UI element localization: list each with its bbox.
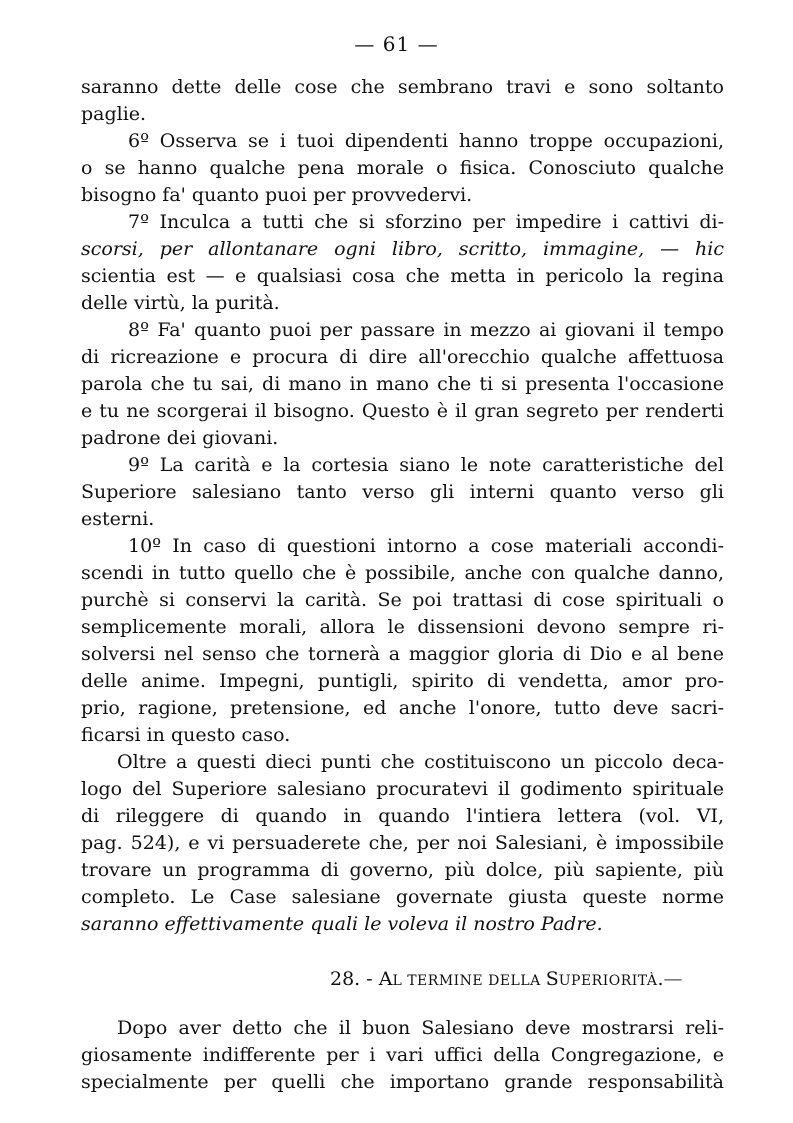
section-number: 28. - [330,968,373,990]
text-line: 7º Inculca a tutti che si sforzino per impedire i cattivi di- [128,211,724,233]
text-line: 10º In caso di questioni intorno a cose materiali accondi- [128,535,724,557]
text-line: giosamente indifferente per i vari uffici della Congregazione, e [81,1044,724,1066]
text-line: saranno dette delle cose che sembrano travi e sono soltanto [81,76,724,98]
text-line: saranno effettivamente quali le voleva il nostro Padre. [81,913,603,935]
text-line: solversi nel senso che tornerà a maggior gloria di Dio e al bene [81,643,724,665]
heading-dash: — [663,968,683,990]
text-line: o se hanno qualche pena morale o fisica. Conosciuto qualche [81,157,724,179]
text-line: padrone dei giovani. [81,427,279,449]
text-line: logo del Superiore salesiano procuratevi il godimento spirituale [81,778,724,800]
heading-initial: S [545,968,559,990]
text-line: trovare un programma di governo, più dolce, più sapiente, più [81,859,724,881]
text-line: delle virtù, la purità. [81,292,280,314]
text-line: scientia est — e qualsiasi cosa che metta in pericolo la regina [81,265,724,287]
text-line: Dopo aver detto che il buon Salesiano deve mostrarsi reli- [117,1017,724,1039]
text-line: Superiore salesiano tanto verso gli interni quanto verso gli [81,481,724,503]
text-line: 9º La carità e la cortesia siano le note caratteristiche del [128,454,724,476]
text-line: purchè si conservi la carità. Se poi trattasi di cose spirituali o [81,589,724,611]
text-line: prio, ragione, pretensione, ed anche l'onore, tutto deve sacri- [81,697,724,719]
text-line: Oltre a questi dieci punti che costituiscono un piccolo deca- [117,751,724,773]
text-line: pag. 524), e vi persuaderete che, per noi Salesiani, è impossibile [81,832,724,854]
text-line: esterni. [81,508,155,530]
text-line: completo. Le Case salesiane governate giusta queste norme [81,886,724,908]
text-line: bisogno fa' quanto puoi per provvedervi. [81,184,473,206]
text-line: paglie. [81,103,147,125]
text-line: 8º Fa' quanto puoi per passare in mezzo ai giovani il tempo [128,319,724,341]
text-line: scorsi, per allontanare ogni libro, scritto, immagine, — hic [81,238,724,260]
heading-smallcaps: UPERIORITÀ [558,973,658,989]
heading-initial: A [378,968,393,990]
text-line: di rileggere di quando in quando l'intiera lettera (vol. VI, [81,805,724,827]
heading-smallcaps: L TERMINE DELLA [392,973,546,989]
text-line: specialmente per quelli che importano grande responsabilità [81,1071,724,1093]
text-line: di ricreazione e procura di dire all'orecchio qualche affettuosa [81,346,724,368]
heading-period: . [657,968,664,990]
text-line: semplicemente morali, allora le dissensioni devono sempre ri- [81,616,724,638]
text-line: scendi in tutto quello che è possibile, anche con qualche danno, [81,562,724,584]
text-line: delle anime. Impegni, puntigli, spirito di vendetta, amor pro- [81,670,724,692]
section-heading [330,966,740,994]
text-line: 6º Osserva se i tuoi dipendenti hanno troppe occupazioni, [128,130,724,152]
text-line: ficarsi in questo caso. [81,724,291,746]
text-line: e tu ne scorgerai il bisogno. Questo è il gran segreto per renderti [81,400,724,422]
text-line: parola che tu sai, di mano in mano che ti si presenta l'occasione [81,373,724,395]
page-number: — 61 — [354,32,439,56]
